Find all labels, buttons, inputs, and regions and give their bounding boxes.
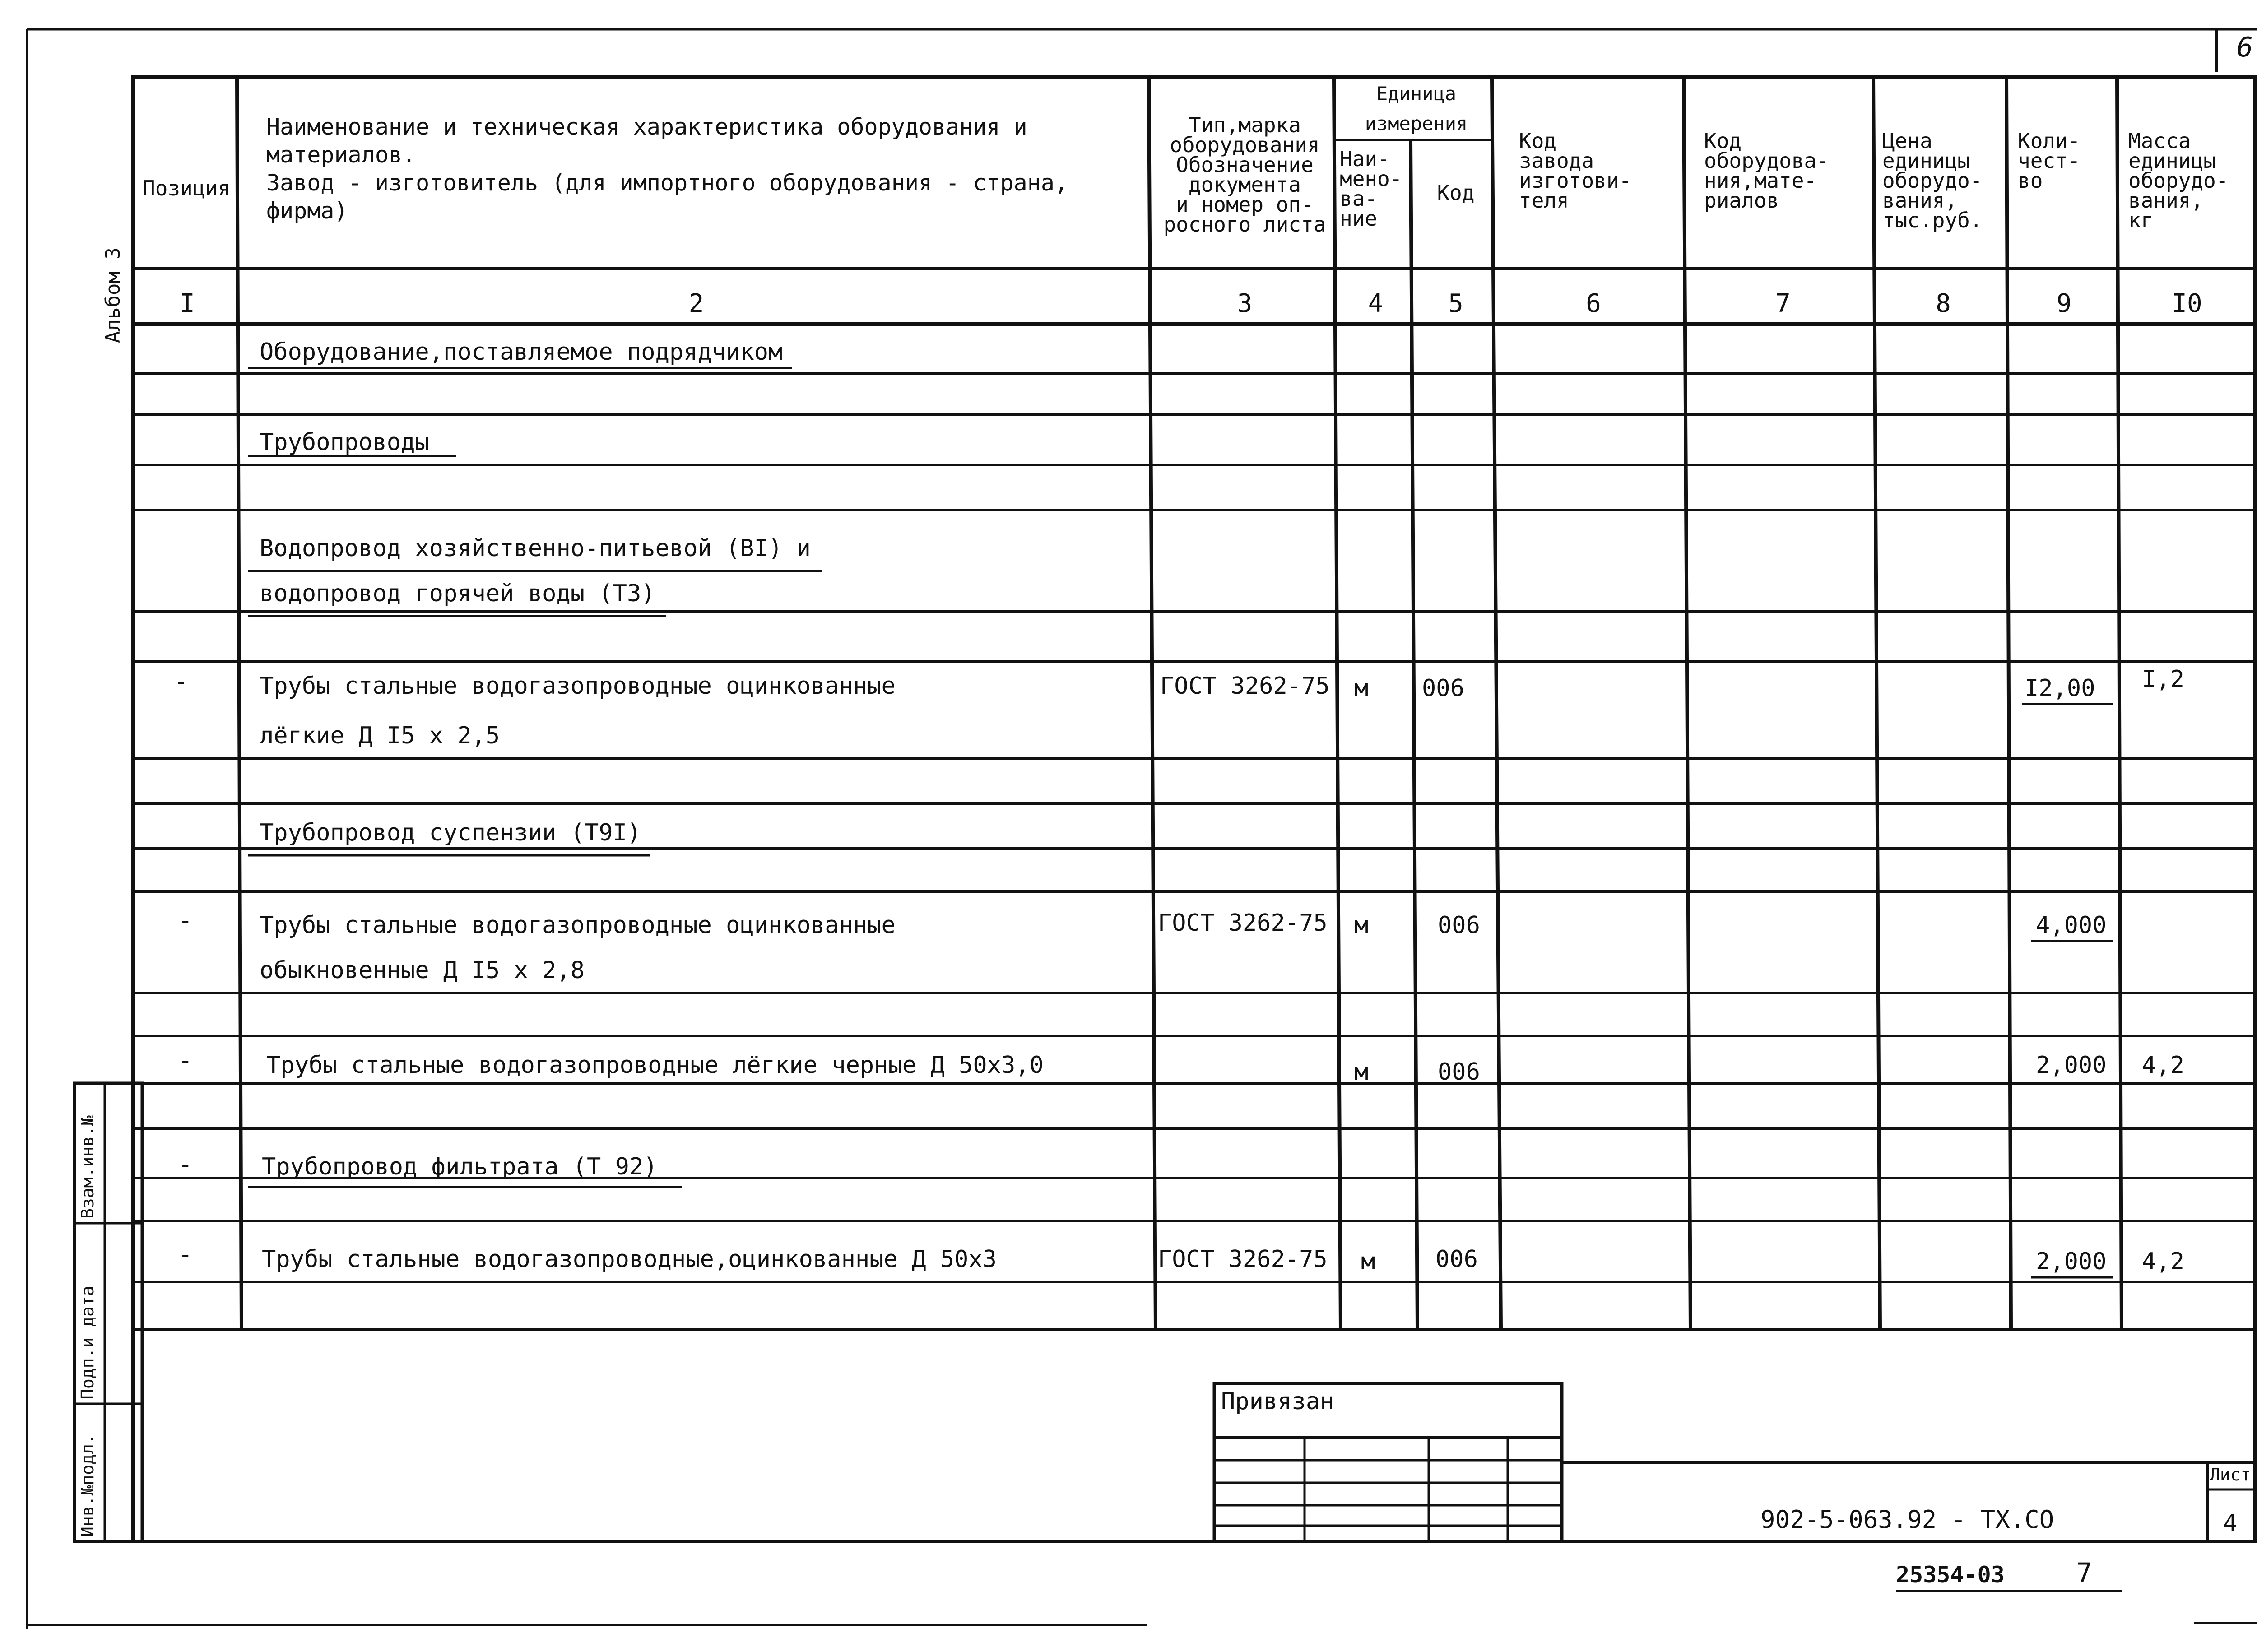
header-unit-code: Код bbox=[1437, 181, 1475, 205]
section-heading: Трубопровод фильтрата (Т 92) bbox=[262, 1153, 658, 1180]
column-number: 5 bbox=[1448, 289, 1463, 318]
album-label: Альбом 3 bbox=[102, 247, 125, 343]
section-position-dash: - bbox=[178, 1151, 193, 1178]
sheet-label: Лист bbox=[2210, 1465, 2251, 1485]
column-number: I bbox=[180, 289, 195, 318]
item-quantity: 4,000 bbox=[2036, 912, 2107, 939]
item-code: 006 bbox=[1438, 1058, 1480, 1086]
column-number: 2 bbox=[688, 289, 704, 318]
item-mass: 4,2 bbox=[2142, 1052, 2184, 1079]
sheet-number: 6 bbox=[2237, 32, 2253, 63]
header-type: Тип,марка оборудования Обозначение документа и номер оп- росного листа bbox=[1163, 113, 1326, 237]
item-name: Трубы стальные водогазопроводные оцинкованные bbox=[260, 912, 896, 939]
item-unit: м bbox=[1354, 1058, 1369, 1086]
side-stamp-inventory: Инв.№подл. bbox=[78, 1434, 98, 1537]
sheet-count: 4 bbox=[2223, 1510, 2238, 1537]
item-document: ГОСТ 3262-75 bbox=[1160, 673, 1330, 700]
item-unit: м bbox=[1354, 675, 1369, 702]
linked-label: Привязан bbox=[1221, 1388, 1334, 1415]
item-code: 006 bbox=[1435, 1246, 1478, 1273]
section-heading: Трубопроводы bbox=[260, 429, 429, 456]
section-heading: водопровод горячей воды (Т3) bbox=[260, 580, 655, 607]
item-code: 006 bbox=[1438, 912, 1480, 939]
header-unit-group: Единица измерения bbox=[1365, 83, 1468, 135]
item-quantity: 2,000 bbox=[2036, 1052, 2107, 1079]
item-name-continued: обыкновенные Д I5 x 2,8 bbox=[260, 957, 585, 984]
item-name: Трубы стальные водогазопроводные оцинкованные bbox=[260, 673, 896, 700]
header-unit-name: Наи- мено- ва- ние bbox=[1340, 147, 1402, 231]
column-number: 9 bbox=[2056, 289, 2072, 318]
header-equipment-code: Код оборудова- ния,мате- риалов bbox=[1704, 129, 1829, 213]
footer-page: 7 bbox=[2076, 1557, 2092, 1588]
section-heading: Оборудование,поставляемое подрядчиком bbox=[260, 339, 783, 366]
section-heading: Трубопровод суспензии (Т9I) bbox=[260, 819, 641, 846]
item-quantity: I2,00 bbox=[2025, 675, 2095, 702]
item-position: - bbox=[178, 1047, 193, 1074]
item-unit: м bbox=[1354, 912, 1369, 939]
header-mass: Масса единицы оборудо- вания, кг bbox=[2128, 129, 2229, 232]
column-number: 4 bbox=[1368, 289, 1384, 318]
item-name: Трубы стальные водогазопроводные,оцинкованные Д 50х3 bbox=[262, 1246, 997, 1273]
header-position: Позиция bbox=[143, 176, 230, 200]
header-quantity: Коли- чест- во bbox=[2018, 129, 2081, 193]
item-quantity: 2,000 bbox=[2036, 1248, 2107, 1275]
column-number: I0 bbox=[2172, 289, 2202, 318]
item-position: - bbox=[178, 907, 193, 934]
item-unit: м bbox=[1361, 1248, 1375, 1275]
header-name: Наименование и техническая характеристика оборудования и материалов. Завод - изготовитель (для импортного оборудования - страна, фирма) bbox=[266, 114, 1068, 224]
document-code: 902-5-063.92 - ТХ.СО bbox=[1760, 1505, 2054, 1534]
item-name: Трубы стальные водогазопроводные лёгкие черные Д 50х3,0 bbox=[266, 1052, 1044, 1079]
item-document: ГОСТ 3262-75 bbox=[1158, 910, 1328, 937]
column-number: 8 bbox=[1936, 289, 1951, 318]
item-position: - bbox=[174, 668, 188, 695]
item-mass: I,2 bbox=[2142, 666, 2184, 693]
header-factory-code: Код завода изготови- теля bbox=[1519, 129, 1632, 213]
item-mass: 4,2 bbox=[2142, 1248, 2184, 1275]
side-stamp-signature: Подп.и дата bbox=[78, 1285, 98, 1399]
item-position: - bbox=[178, 1241, 193, 1268]
section-heading: Водопровод хозяйственно-питьевой (BI) и bbox=[260, 535, 811, 562]
side-stamp-replaced: Взам.инв.№ bbox=[78, 1115, 98, 1219]
item-document: ГОСТ 3262-75 bbox=[1158, 1246, 1328, 1273]
footer-number: 25354-03 bbox=[1896, 1562, 2005, 1588]
header-price: Цена единицы оборудо- вания, тыс.руб. bbox=[1882, 129, 1983, 232]
column-number: 7 bbox=[1775, 289, 1791, 318]
item-name-continued: лёгкие Д I5 x 2,5 bbox=[260, 722, 500, 749]
column-number: 6 bbox=[1586, 289, 1601, 318]
item-code: 006 bbox=[1422, 675, 1464, 702]
column-number: 3 bbox=[1237, 289, 1253, 318]
